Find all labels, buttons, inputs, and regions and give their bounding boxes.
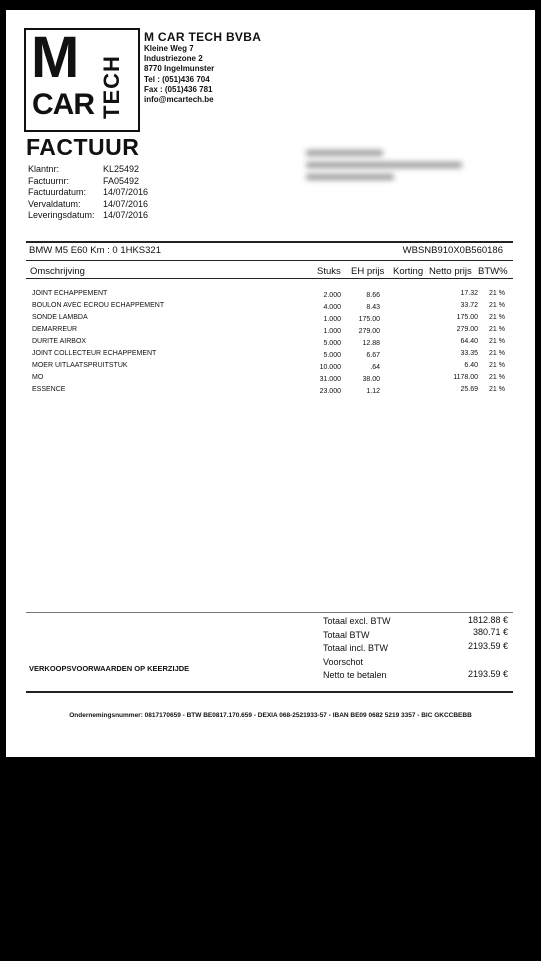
item-net-price: 33.72 [460, 302, 478, 309]
item-quantity: 2.000 [323, 292, 341, 299]
item-net-price: 6.40 [464, 362, 478, 369]
item-description: MO [32, 374, 44, 381]
item-unit-price: 12.88 [362, 340, 380, 347]
item-vat: 21 % [489, 362, 505, 369]
meta-value: 14/07/2016 [103, 198, 149, 209]
item-description: SONDE LAMBDA [32, 314, 88, 321]
item-net-price: 25.69 [460, 386, 478, 393]
table-row [6, 312, 535, 324]
item-vat: 21 % [489, 314, 505, 321]
item-unit-price: 175.00 [358, 316, 380, 323]
company-name: M CAR TECH BVBA [144, 30, 262, 44]
invoice-meta [28, 164, 148, 222]
item-unit-price: 6.67 [366, 352, 380, 359]
header-discount: Korting [393, 266, 424, 277]
header-unit-price: EH prijs [351, 266, 385, 277]
item-vat: 21 % [489, 350, 505, 357]
item-net-price: 1178.00 [453, 374, 478, 381]
table-row [6, 324, 535, 336]
item-description: BOULON AVEC ECROU ECHAPPEMENT [32, 302, 165, 309]
company-line: Industriezone 2 [144, 54, 203, 64]
vehicle-vin: WBSNB910X0B560186 [402, 245, 503, 256]
company-line: 8770 Ingelmunster [144, 64, 215, 74]
company-line: Fax : (051)436 781 [144, 84, 213, 94]
meta-value: FA05492 [103, 175, 140, 186]
meta-label: Vervaldatum: [28, 198, 81, 209]
table-row [6, 336, 535, 348]
item-vat: 21 % [489, 290, 505, 297]
divider [26, 278, 513, 279]
item-net-price: 17.32 [460, 290, 478, 297]
meta-value: 14/07/2016 [103, 187, 149, 197]
item-description: ESSENCE [32, 386, 66, 393]
meta-value: KL25492 [103, 164, 140, 174]
logo-tech: TECH [98, 55, 124, 119]
divider [26, 260, 513, 261]
header-quantity: Stuks [317, 266, 341, 277]
table-row [6, 360, 535, 372]
logo-m: M [31, 25, 78, 90]
table-row [6, 300, 535, 312]
item-net-price: 279.00 [456, 326, 478, 333]
item-vat: 21 % [489, 338, 505, 345]
document-title: FACTUUR [26, 134, 140, 160]
table-row [6, 372, 535, 384]
redacted-customer-address [306, 144, 476, 190]
vehicle-info: BMW M5 E60 Km : 0 1HKS321 [29, 245, 161, 256]
total-label: Netto te betalen [323, 670, 387, 680]
logo-car: CAR [32, 88, 94, 121]
item-vat: 21 % [489, 326, 505, 333]
total-label: Totaal incl. BTW [323, 643, 389, 653]
divider [26, 612, 513, 613]
table-row [6, 288, 535, 300]
meta-label: Klantnr: [28, 164, 60, 174]
item-description: DURITE AIRBOX [32, 338, 87, 345]
item-net-price: 175.00 [456, 314, 478, 321]
company-line: Tel : (051)436 704 [144, 74, 210, 84]
item-net-price: 33.35 [460, 350, 478, 357]
item-quantity: 1.000 [323, 316, 341, 323]
table-row [6, 384, 535, 396]
company-registration-footer: Ondernemingsnummer: 0817170659 - BTW BE0817.170.659 - DEXIA 068-2521933-57 - IBAN BE09 0682 5219 3357 - BIC GKCCBEBB [69, 712, 472, 719]
total-value: 380.71 € [472, 627, 508, 637]
company-line: Kleine Weg 7 [144, 44, 194, 53]
header-net-price: Netto prijs [429, 266, 472, 277]
meta-label: Factuurdatum: [28, 187, 87, 197]
item-quantity: 31.000 [319, 376, 341, 383]
total-value: 1812.88 € [467, 615, 508, 625]
header-vat: BTW% [478, 266, 508, 277]
item-vat: 21 % [489, 386, 505, 393]
item-quantity: 10.000 [319, 364, 341, 371]
item-quantity: 23.000 [319, 388, 341, 395]
company-line: info@mcartech.be [144, 95, 214, 105]
meta-label: Leveringsdatum: [28, 210, 95, 220]
total-label: Totaal excl. BTW [323, 616, 391, 626]
table-row [6, 348, 535, 360]
total-value: 2193.59 € [467, 641, 508, 651]
item-description: DEMARREUR [32, 326, 78, 333]
item-unit-price: .64 [370, 364, 380, 371]
total-label: Voorschot [323, 657, 364, 667]
item-quantity: 1.000 [323, 328, 341, 335]
item-description: JOINT COLLECTEUR ECHAPPEMENT [32, 350, 157, 357]
sales-terms-note: VERKOOPSVOORWAARDEN OP KEERZIJDE [29, 664, 190, 673]
meta-label: Factuurnr: [28, 175, 70, 186]
item-vat: 21 % [489, 302, 505, 309]
line-items [6, 288, 535, 396]
item-quantity: 5.000 [323, 352, 341, 359]
background-area [0, 757, 541, 961]
item-unit-price: 8.66 [366, 292, 380, 299]
item-quantity: 4.000 [323, 304, 341, 311]
item-unit-price: 279.00 [358, 328, 380, 335]
item-description: MOER UITLAATSPRUITSTUK [32, 362, 128, 369]
item-unit-price: 1.12 [366, 388, 380, 395]
company-address [144, 44, 214, 105]
meta-value: 14/07/2016 [103, 210, 149, 220]
header-description: Omschrijving [30, 266, 85, 277]
item-unit-price: 8.43 [366, 304, 380, 311]
company-logo [24, 25, 140, 132]
item-description: JOINT ECHAPPEMENT [32, 290, 108, 297]
total-value: 2193.59 € [467, 669, 508, 679]
divider [26, 241, 513, 243]
item-vat: 21 % [489, 374, 505, 381]
total-label: Totaal BTW [323, 630, 370, 640]
invoice-page [6, 10, 535, 757]
item-net-price: 64.40 [460, 338, 478, 345]
item-unit-price: 38.00 [362, 376, 380, 383]
item-quantity: 5.000 [323, 340, 341, 347]
divider [26, 691, 513, 693]
